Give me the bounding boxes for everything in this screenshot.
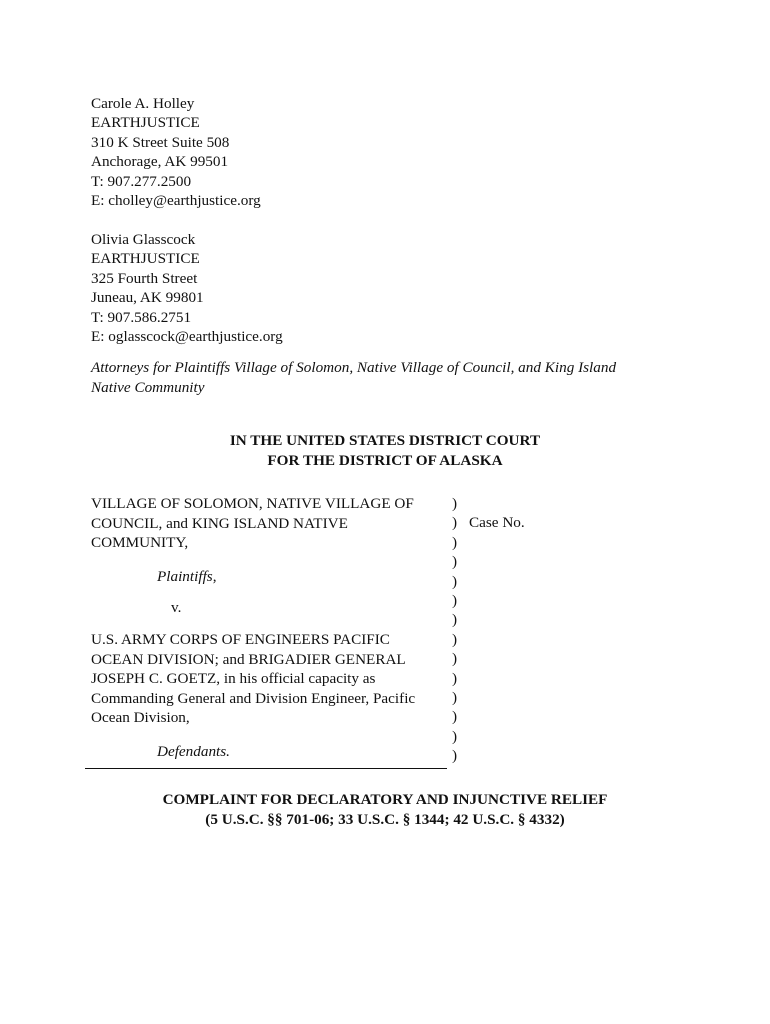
attorney-name: Carole A. Holley (91, 95, 195, 112)
document-title (0, 790, 770, 829)
document-title-line-2: (5 U.S.C. §§ 701-06; 33 U.S.C. § 1344; 42 U.S.C. § 4332) (205, 810, 565, 828)
caption-paren: ) (452, 669, 458, 687)
defendants-line: U.S. ARMY CORPS OF ENGINEERS PACIFIC (91, 630, 390, 648)
caption-paren: ) (452, 514, 458, 532)
plaintiffs-label: Plaintiffs (157, 567, 213, 585)
plaintiffs-line: COMMUNITY, (91, 534, 189, 552)
caption-paren: ) (452, 553, 458, 571)
defendants-label: Defendants. (157, 742, 230, 760)
caption-parenthesis-column (452, 494, 457, 766)
case-number-label: Case No. (469, 514, 525, 531)
attorney-org: EARTHJUSTICE (91, 114, 200, 132)
defendants-line: JOSEPH C. GOETZ, in his official capacity as (91, 670, 376, 688)
document-title-line-1: COMPLAINT FOR DECLARATORY AND INJUNCTIVE RELIEF (162, 791, 608, 808)
caption-paren: ) (452, 708, 458, 726)
attorneys-for-line-2: Native Community (91, 378, 205, 396)
defendants-line: OCEAN DIVISION; and BRIGADIER GENERAL (91, 650, 406, 668)
versus-label: v. (171, 599, 182, 617)
attorney-phone: T: 907.586.2751 (91, 308, 192, 326)
caption-paren: ) (452, 747, 458, 765)
caption-paren: ) (452, 689, 458, 707)
attorney-name: Olivia Glasscock (91, 231, 196, 248)
attorney-org: EARTHJUSTICE (91, 250, 200, 268)
plaintiffs-line: VILLAGE OF SOLOMON, NATIVE VILLAGE OF (91, 495, 414, 512)
case-caption-parties (91, 494, 451, 762)
defendants-line: Ocean Division, (91, 709, 190, 727)
caption-paren: ) (452, 495, 458, 512)
attorney-phone: T: 907.277.2500 (91, 172, 192, 190)
attorney-city: Juneau, AK 99801 (91, 289, 204, 307)
plaintiffs-comma: , (212, 567, 217, 585)
plaintiffs-line: COUNCIL, and KING ISLAND NATIVE (91, 514, 348, 532)
caption-paren: ) (452, 592, 458, 610)
attorney-block-1 (91, 94, 261, 210)
defendants-line: Commanding General and Division Engineer, Pacific (91, 689, 416, 707)
court-line-1: IN THE UNITED STATES DISTRICT COURT (229, 432, 541, 449)
caption-paren: ) (452, 630, 458, 648)
caption-divider (85, 768, 447, 769)
attorney-block-2 (91, 230, 283, 346)
attorney-street: 325 Fourth Street (91, 269, 198, 287)
attorney-street: 310 K Street Suite 508 (91, 133, 230, 151)
court-line-2: FOR THE DISTRICT OF ALASKA (267, 451, 503, 469)
attorney-email: E: oglasscock@earthjustice.org (91, 328, 283, 346)
caption-paren: ) (452, 572, 458, 590)
attorneys-for-statement (91, 358, 691, 397)
attorney-email: E: cholley@earthjustice.org (91, 192, 261, 210)
attorneys-for-line-1: Attorneys for Plaintiffs Village of Solomon, Native Village of Council, and King Island (91, 359, 617, 376)
caption-paren: ) (452, 611, 458, 629)
caption-paren: ) (452, 727, 458, 745)
caption-paren: ) (452, 533, 458, 551)
attorney-city: Anchorage, AK 99501 (91, 153, 229, 171)
court-heading (0, 431, 770, 470)
caption-paren: ) (452, 650, 458, 668)
plaintiffs-label-line (91, 567, 451, 587)
